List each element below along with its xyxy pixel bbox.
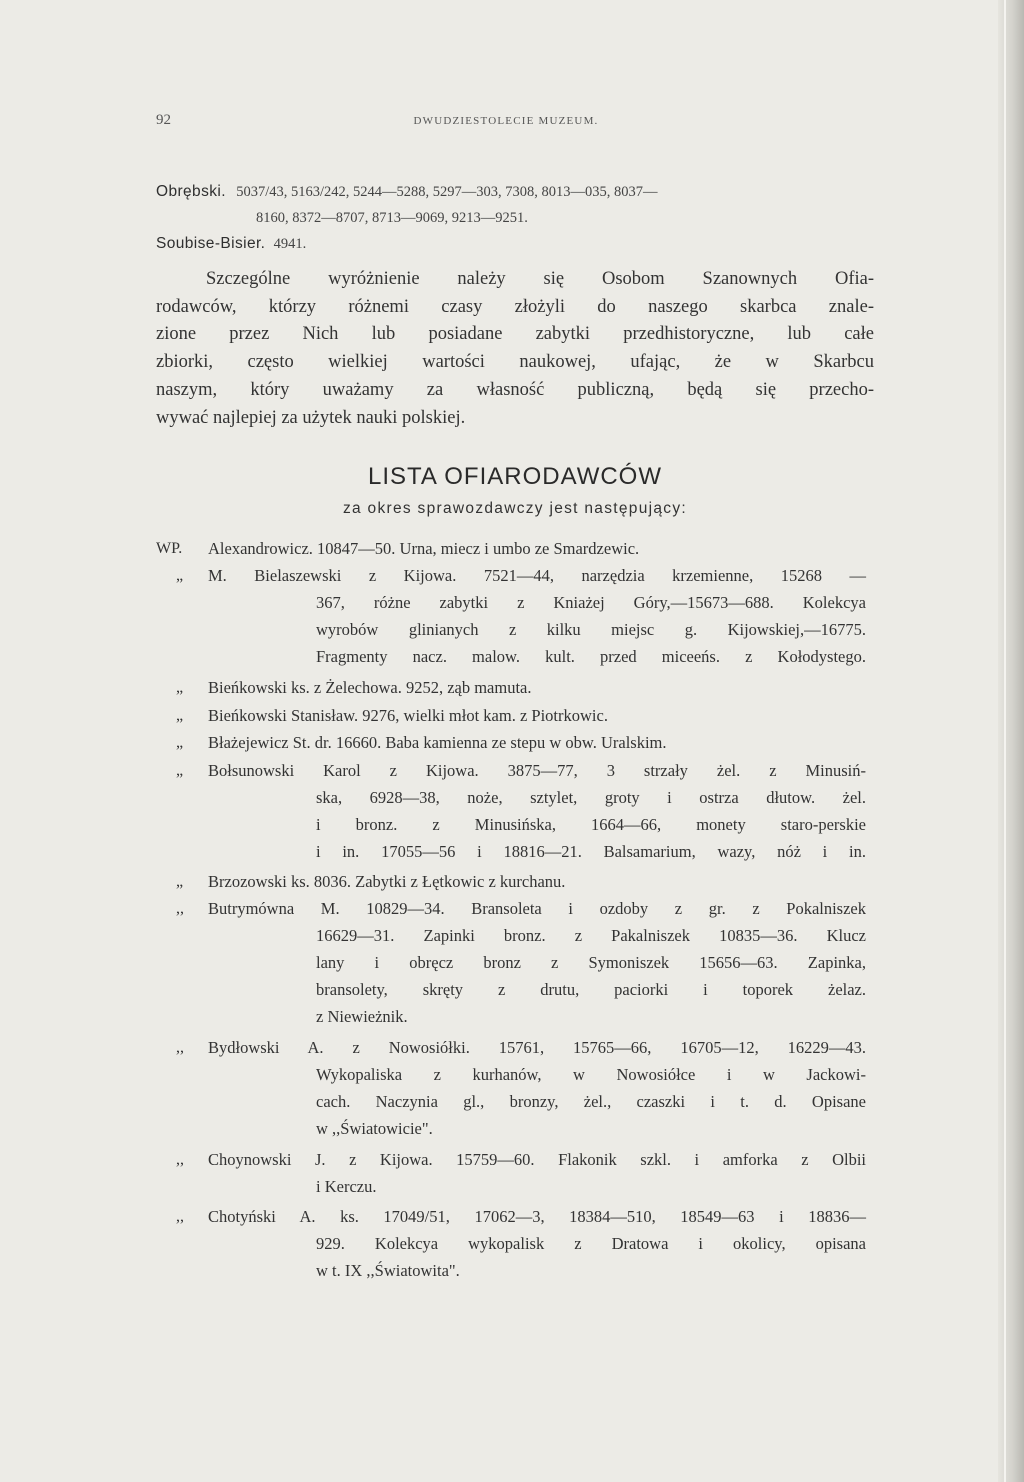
entry-line: cach. Naczynia gl., bronzy, żel., czaszki i t. d. Opisane [316, 1092, 866, 1111]
entry-line: Wykopaliska z kurhanów, w Nowosiółce i w Jackowi- [316, 1065, 866, 1084]
entry-mark: „ [176, 734, 184, 751]
entry-line: 16629—31. Zapinki bronz. z Pakalniszek 10835—36. Klucz [316, 926, 866, 945]
entry-line: w t. IX ,,Światowita". [316, 1261, 460, 1280]
entry-line: M. Bielaszewski z Kijowa. 7521—44, narzędzia krzemienne, 15268 — [208, 566, 866, 585]
page-header [156, 112, 856, 132]
entry-line: Alexandrowicz. 10847—50. Urna, miecz i umbo ze Smardzewic. [208, 539, 640, 558]
entry-line: Brzozowski ks. 8036. Zabytki z Łętkowic z kurchanu. [208, 872, 566, 891]
entry-mark: „ [176, 567, 184, 584]
paragraph-line: naszym, który uważamy za własność publiczną, będą się przecho- [156, 380, 874, 400]
entry-line: Bieńkowski ks. z Żelechowa. 9252, ząb mamuta. [208, 678, 532, 697]
entry-line: Bołsunowski Karol z Kijowa. 3875—77, 3 strzały żel. z Minusiń- [208, 761, 866, 780]
entry-line: i bronz. z Minusińska, 1664—66, monety staro-perskie [316, 815, 866, 834]
entry-mark: ,, [176, 900, 184, 917]
entry-line: bransolety, skręty z drutu, paciorki i toporek żelaz. [316, 980, 866, 999]
running-title: DWUDZIESTOLECIE MUZEUM. [413, 115, 599, 127]
entry-line: Fragmenty nacz. malow. kult. przed miceeńs. z Kołodystego. [316, 647, 866, 666]
entry-line: lany i obręcz bronz z Symoniszek 15656—63. Zapinka, [316, 953, 866, 972]
entry-mark: WP. [156, 540, 183, 557]
entry-line: Butrymówna M. 10829—34. Bransoleta i ozdoby z gr. z Pokalniszek [208, 899, 866, 918]
section-subtitle: za okres sprawozdawczy jest następujący: [342, 500, 688, 517]
entry-line: Choynowski J. z Kijowa. 15759—60. Flakonik szkl. i amforka z Olbii [208, 1150, 866, 1169]
index-numbers: 4941. [273, 236, 307, 252]
page-number: 92 [156, 112, 171, 128]
entry-mark: „ [176, 679, 184, 696]
paragraph-line: wywać najlepiej za użytek nauki polskiej. [156, 408, 466, 428]
entry-mark: ,, [176, 1208, 184, 1225]
entry-line: i Kerczu. [316, 1177, 377, 1196]
entry-line: 367, różne zabytki z Kniażej Góry,—15673—688. Kolekcya [316, 593, 866, 612]
entry-line: Chotyński A. ks. 17049/51, 17062—3, 18384—510, 18549—63 i 18836— [208, 1207, 866, 1226]
entry-line: Bydłowski A. z Nowosiółki. 15761, 15765—66, 16705—12, 16229—43. [208, 1038, 866, 1057]
entry-line: i in. 17055—56 i 18816—21. Balsamarium, wazy, nóż i in. [316, 842, 866, 861]
entry-line: ska, 6928—38, noże, sztylet, groty i ostrza dłutow. żel. [316, 788, 866, 807]
paragraph-line: Szczególne wyróżnienie należy się Osobom Szanownych Ofia- [206, 269, 874, 289]
entry-mark: ,, [176, 1039, 184, 1056]
paragraph-line: zbiorki, często wielkiej wartości naukowej, ufając, że w Skarbcu [156, 352, 874, 372]
index-label: Soubise-Bisier. [156, 235, 266, 252]
entry-mark: „ [176, 707, 184, 724]
index-line-obrebski [156, 180, 658, 203]
paragraph-line: rodawców, którzy różnemi czasy złożyli do naszego skarbca znale- [156, 297, 874, 317]
entry-mark: „ [176, 873, 184, 890]
index-numbers: 5037/43, 5163/242, 5244—5288, 5297—303, 7308, 8013—035, 8037— [236, 184, 658, 200]
index-line-soubise [156, 232, 306, 255]
entry-line: 929. Kolekcya wykopalisk z Dratowa i okolicy, opisana [316, 1234, 866, 1253]
entry-mark: „ [176, 762, 184, 779]
index-label: Obrębski. [156, 183, 226, 200]
page-edge-shadow [998, 0, 1024, 1482]
entry-line: w ,,Światowicie". [316, 1119, 433, 1138]
entry-line: wyrobów glinianych z kilku miejsc g. Kijowskiej,—16775. [316, 620, 866, 639]
entry-line: Błażejewicz St. dr. 16660. Baba kamienna ze stepu w obw. Uralskim. [208, 733, 667, 752]
paragraph-line: zione przez Nich lub posiadane zabytki przedhistoryczne, lub całe [156, 324, 874, 344]
index-line-continuation: 8160, 8372—8707, 8713—9069, 9213—9251. [256, 210, 528, 226]
entry-mark: ,, [176, 1151, 184, 1168]
entry-line: z Niewieżnik. [316, 1007, 408, 1026]
entry-line: Bieńkowski Stanisław. 9276, wielki młot kam. z Piotrkowic. [208, 706, 608, 725]
section-title: LISTA OFIARODAWCÓW [367, 463, 662, 490]
